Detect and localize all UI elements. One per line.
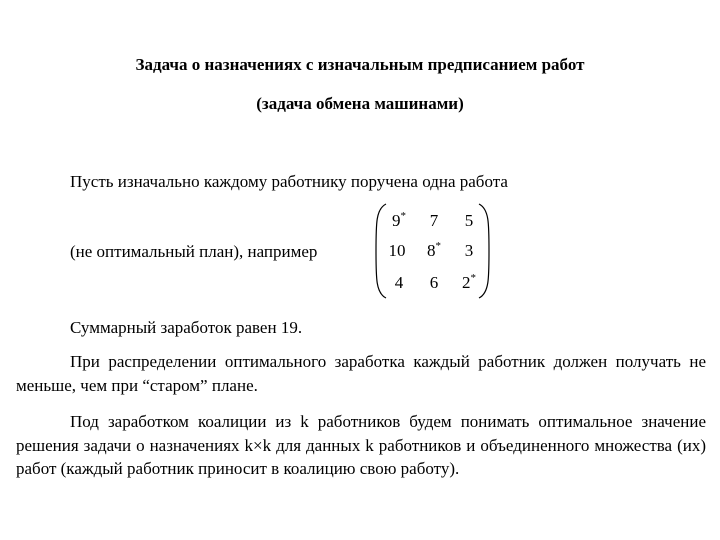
assigned-star: * — [470, 272, 476, 284]
matrix-cell-r1c2: 7 — [429, 211, 439, 230]
matrix-cell-r3c2: 6 — [429, 273, 439, 292]
paragraph-fair-distribution: При распределении оптимального заработка каждый работник должен получать не меньше, чем при “старом” плане. — [16, 352, 706, 395]
paragraph-coalition-earnings: Под заработком коалиции из k работников будем понимать оптимальное значение решения задачи о назначениях k×k для данных k работников и объединенного множества (их) работ (каждый работник приносит в коалицию свою работу). — [16, 412, 706, 478]
paragraph-total-earnings: Суммарный заработок равен 19. — [70, 318, 303, 337]
assigned-star: * — [400, 210, 406, 222]
matrix-cell-r1c3: 5 — [464, 211, 474, 230]
matrix-cell-r2c3: 3 — [464, 241, 474, 260]
matrix-cell-r3c3: 2* — [462, 272, 476, 292]
matrix-cell-r1c1: 9* — [392, 210, 406, 230]
document-subtitle: (задача обмена машинами) — [256, 94, 464, 113]
assignment-matrix — [374, 203, 491, 299]
assigned-star: * — [435, 240, 441, 252]
matrix-cell-r3c1: 4 — [394, 273, 404, 292]
document-title: Задача о назначениях с изначальным предписанием работ — [135, 55, 585, 74]
matrix-cell-r2c2: 8* — [427, 240, 441, 260]
paragraph-example-intro: (не оптимальный план), например — [70, 242, 318, 261]
matrix-cell-r2c1: 10 — [388, 241, 406, 260]
paragraph-initial-assignment: Пусть изначально каждому работнику поручена одна работа — [70, 172, 508, 191]
